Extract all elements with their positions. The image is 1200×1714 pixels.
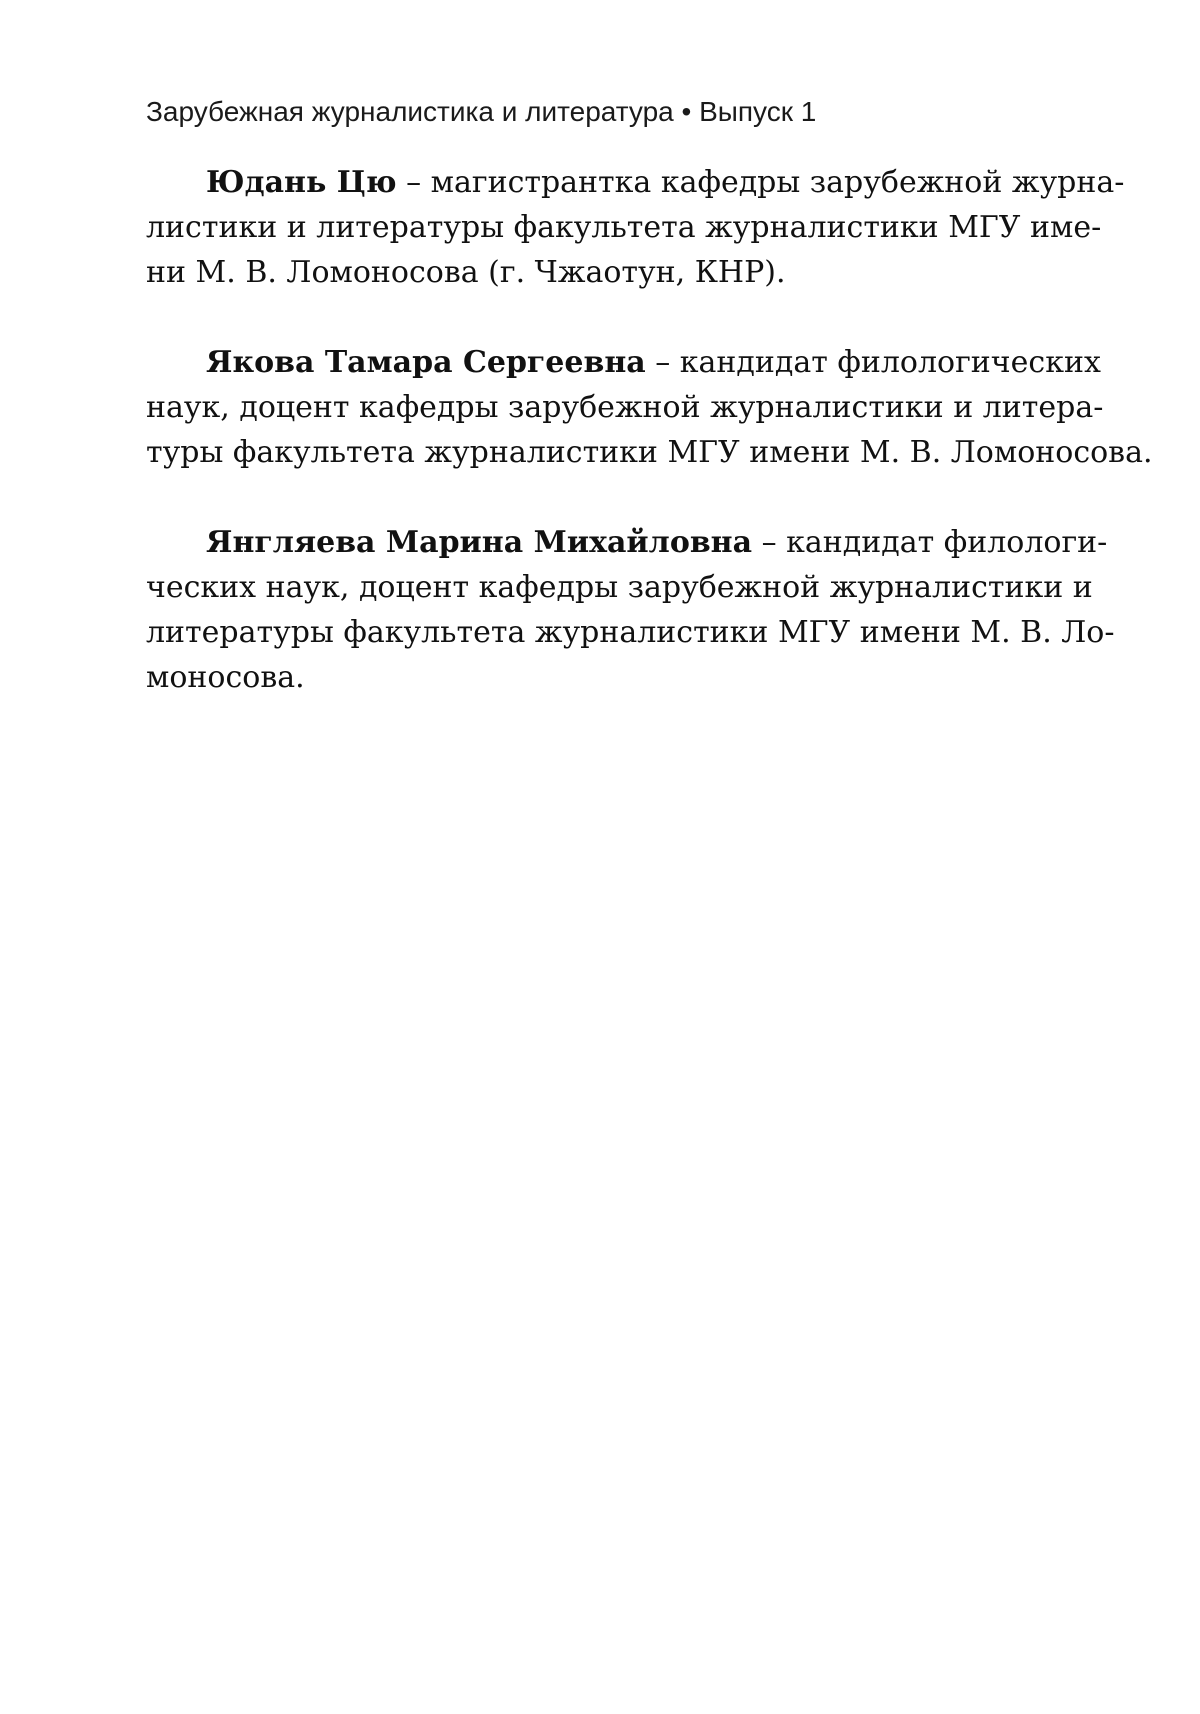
author-entry-line <box>146 160 1125 205</box>
author-entry-line <box>146 340 1101 385</box>
author-name: Якова Тамара Сергеевна <box>206 345 646 380</box>
author-entry-line <box>146 520 1108 565</box>
author-list <box>146 160 1153 745</box>
author-description: – магистрантка кафедры зарубежной журна- <box>396 165 1125 200</box>
author-entry-line: ни М. В. Ломоносова (г. Чжаотун, КНР). <box>146 255 786 290</box>
author-entry-line: наук, доцент кафедры зарубежной журналистики и литера- <box>146 390 1104 425</box>
author-entry-yakova <box>146 340 1153 475</box>
author-entry-line: листики и литературы факультета журналистики МГУ име- <box>146 210 1102 245</box>
author-entry-qiu <box>146 160 1125 295</box>
author-entry-line: литературы факультета журналистики МГУ имени М. В. Ло- <box>146 615 1115 650</box>
running-header: Зарубежная журналистика и литература • Выпуск 1 <box>146 96 817 127</box>
author-entry-line: моносова. <box>146 660 305 695</box>
author-entry-line: туры факультета журналистики МГУ имени М. В. Ломоносова. <box>146 435 1153 470</box>
author-description: – кандидат филологи- <box>752 525 1108 560</box>
author-description: – кандидат филологических <box>645 345 1101 380</box>
author-entry-yanglyaeva <box>146 520 1115 700</box>
author-name: Юдань Цю <box>206 165 397 200</box>
author-entry-line: ческих наук, доцент кафедры зарубежной журналистики и <box>146 570 1093 605</box>
author-name: Янгляева Марина Михайловна <box>206 525 753 560</box>
